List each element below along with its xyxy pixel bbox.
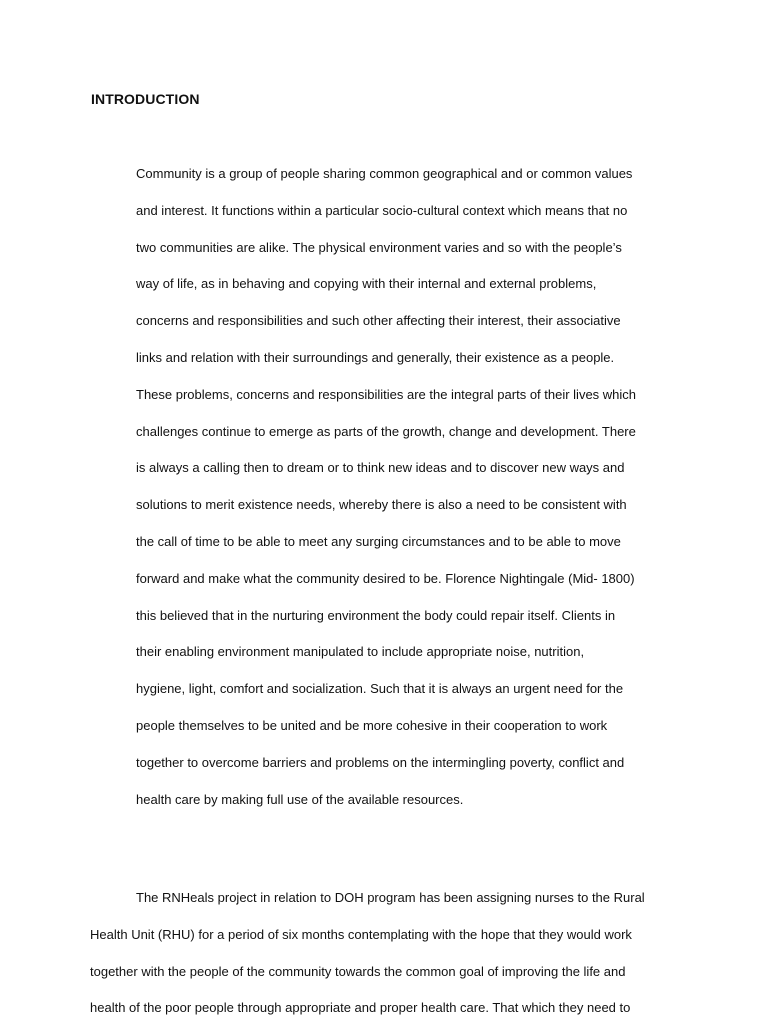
paragraph-line: The RNHeals project in relation to DOH program has been assigning nurses to the Rural (136, 890, 645, 905)
paragraph-line: hygiene, light, comfort and socialization. Such that it is always an urgent need for the (136, 681, 624, 696)
paragraph-line: Community is a group of people sharing common geographical and or common values (136, 166, 633, 181)
paragraph-line: this believed that in the nurturing environment the body could repair itself. Clients in (136, 608, 616, 623)
paragraph-line: together to overcome barriers and problems on the intermingling poverty, conflict and (136, 755, 625, 770)
paragraph-line: concerns and responsibilities and such other affecting their interest, their associative (136, 313, 621, 328)
section-heading: INTRODUCTION (91, 91, 200, 107)
paragraph-line: Health Unit (RHU) for a period of six months contemplating with the hope that they would work (90, 927, 632, 942)
paragraph-line: is always a calling then to dream or to think new ideas and to discover new ways and (136, 460, 625, 475)
paragraph-line: together with the people of the community towards the common goal of improving the life and (90, 964, 626, 979)
paragraph-line: links and relation with their surroundings and generally, their existence as a people. (136, 350, 615, 365)
paragraph-line: These problems, concerns and responsibilities are the integral parts of their lives which (136, 387, 637, 402)
paragraph-line: health care by making full use of the available resources. (136, 792, 464, 807)
paragraph-line: their enabling environment manipulated to include appropriate noise, nutrition, (136, 644, 585, 659)
paragraph-line: health of the poor people through appropriate and proper health care. That which they need to (90, 1000, 631, 1015)
paragraph-line: challenges continue to emerge as parts of the growth, change and development. There (136, 424, 636, 439)
paragraph-line: forward and make what the community desired to be. Florence Nightingale (Mid- 1800) (136, 571, 635, 586)
paragraph-line: solutions to merit existence needs, whereby there is also a need to be consistent with (136, 497, 627, 512)
paragraph-line: the call of time to be able to meet any surging circumstances and to be able to move (136, 534, 621, 549)
paragraph-line: way of life, as in behaving and copying with their internal and external problems, (136, 276, 597, 291)
paragraph-line: and interest. It functions within a particular socio-cultural context which means that no (136, 203, 628, 218)
paragraph-line: people themselves to be united and be more cohesive in their cooperation to work (136, 718, 608, 733)
paragraph-line: two communities are alike. The physical environment varies and so with the people’s (136, 240, 622, 255)
